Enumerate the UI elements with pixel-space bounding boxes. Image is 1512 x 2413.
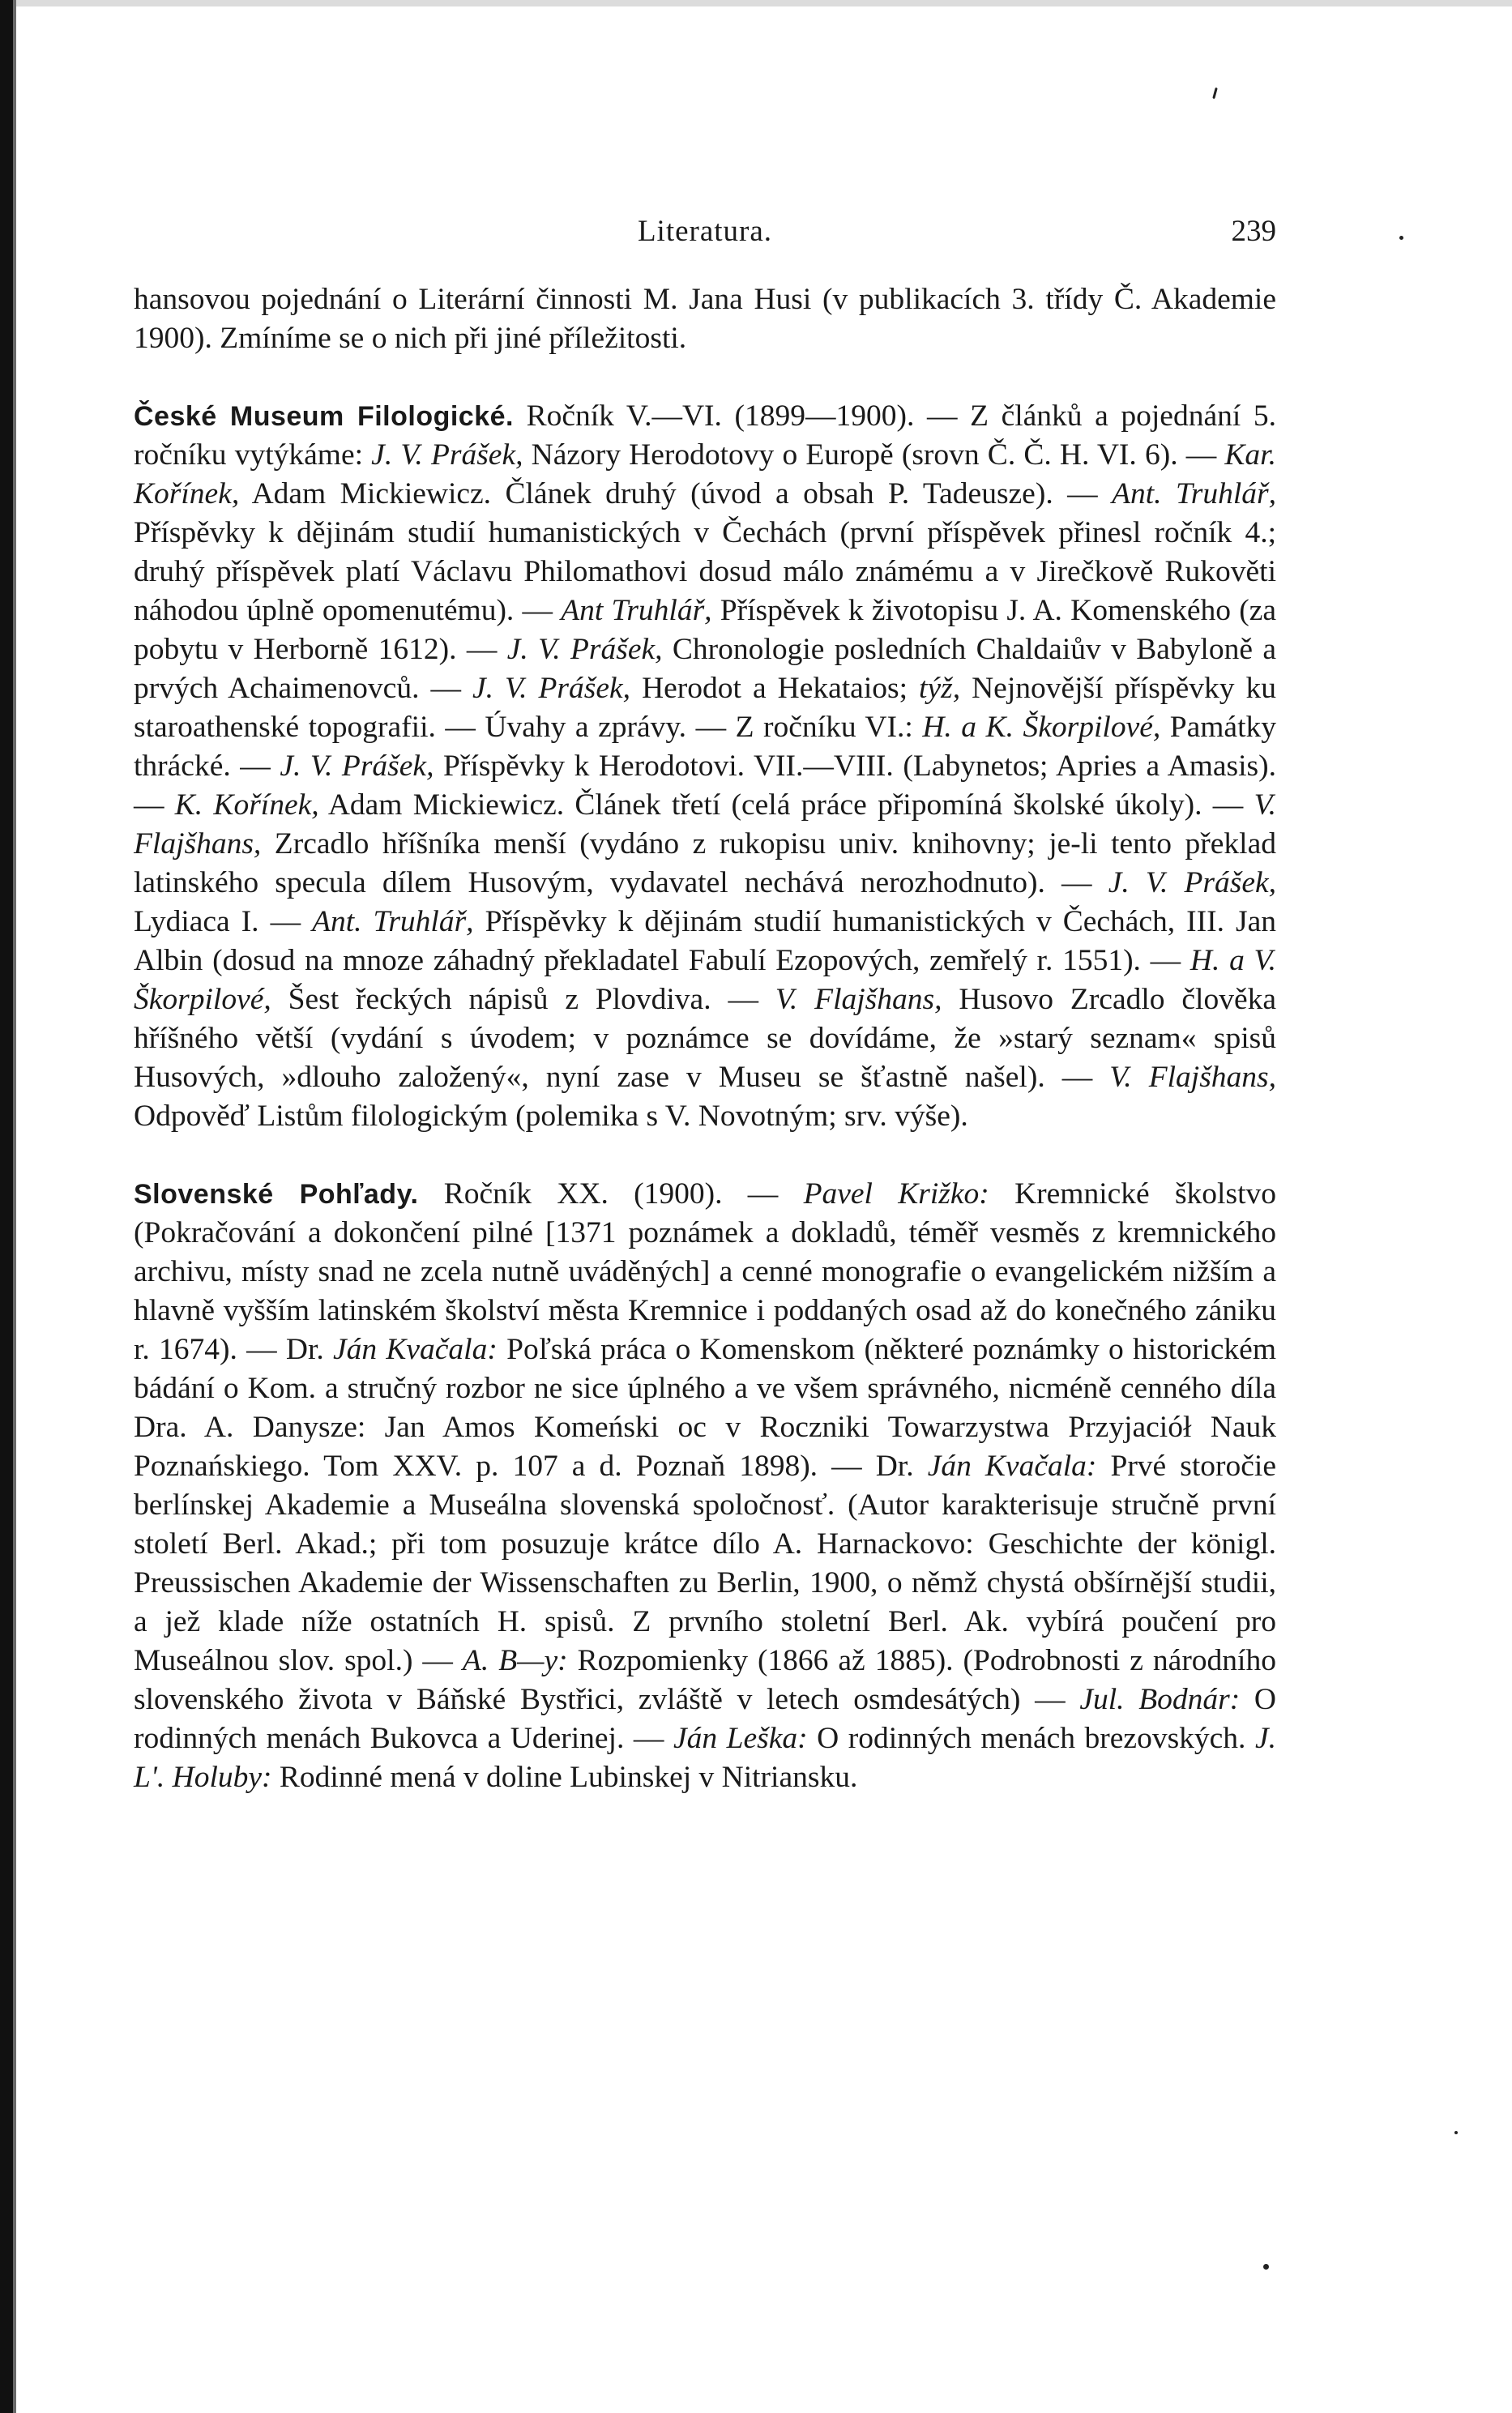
- author-name: Ján Leška:: [673, 1722, 808, 1755]
- author-name: H. a K. Škorpilové,: [922, 711, 1161, 744]
- text-run: Zrcadlo hříšníka menší (vydáno z rukopisu univ. knihovny; je-li tento překlad latinského specula dílem Husovým, vydavatel nechává nerozhodnuto). —: [134, 827, 1276, 899]
- author-name: J. V. Prášek,: [1108, 866, 1276, 899]
- scan-speck: [1399, 236, 1403, 240]
- author-name: J. L'. Holuby:: [134, 1722, 1277, 1794]
- author-name: Ján Kvačala:: [333, 1333, 498, 1366]
- journal-title: České Museum Filologické.: [134, 401, 514, 432]
- text-run: Nejnovější příspěvky ku staroathenské topografii. — Úvahy a zprávy. — Z ročníku VI.:: [134, 672, 1277, 744]
- text-run: Lydiaca I. —: [134, 905, 313, 938]
- text-run: Příspěvky k dějinám studií humanistických v Čechách (první příspěvek přinesl ročník 4.; druhý příspěvek platí Václavu Philomathovi dosud málo známému a v Jirečkově Rukověti náhodou úplně opomenutému). —: [134, 516, 1276, 627]
- text-run: Odpověď Listům filologickým (polemika s V. Novotným; srv. výše).: [134, 1100, 968, 1133]
- running-head: [134, 212, 1276, 261]
- author-name: J. V. Prášek,: [472, 672, 631, 705]
- paragraph-intro: [134, 280, 1276, 358]
- page-number: 239: [1231, 215, 1276, 248]
- paragraph-slovenske-pohlady: [134, 1175, 1276, 1797]
- text-run: Poľská práca o Komenskom (některé poznámky o historickém bádání o Kom. a stručný rozbor ne sice úplného a ve všem správného, nicméně cenného díla Dra. A. Danysze: Jan Amos Komeński oc v Roczniki Towarzystwa Przyjaciół Nauk Poznańskiego. Tom XXV. p. 107 a d. Poznaň 1898). — Dr.: [134, 1333, 1276, 1483]
- book-page: [134, 212, 1276, 1797]
- text-run: Adam Mickiewicz. Článek druhý (úvod a obsah P. Tadeusze). —: [239, 477, 1113, 510]
- text-run: Herodot a Hekataios;: [630, 672, 920, 705]
- text-run: Příspěvky k dějinám studií humanistických v Čechách, III. Jan Albin (dosud na mnoze záhadný překladatel Fabulí Ezopových, zemřelý r. 1551). —: [134, 905, 1277, 977]
- text-run: hansovou pojednání o Literární činnosti M. Jana Husi (v publikacích 3. třídy Č. Akademie 1900). Zmíníme se o nich při jiné příležitosti.: [134, 283, 1276, 355]
- journal-title: Slovenské Pohľady.: [134, 1179, 419, 1210]
- author-name: V. Flajšhans,: [134, 788, 1277, 861]
- author-name: J. V. Prášek,: [506, 633, 663, 666]
- running-title: Literatura.: [637, 215, 773, 248]
- text-run: Husovo Zrcadlo člověka hříšného větší (vydání s úvodem; v poznámce se dovídáme, že »starý seznam« spisů Husových, »dlouho založený«, nyní zase v Museu se šťastně našel). —: [134, 983, 1276, 1094]
- author-name: V. Flajšhans,: [775, 983, 942, 1016]
- author-name: V. Flajšhans,: [1109, 1061, 1277, 1094]
- text-run: Příspěvky k Herodotovi. VII.—VIII. (Labynetos; Apries a Amasis). —: [134, 750, 1277, 822]
- text-run: Rodinné mená v doline Lubinskej v Nitriansku.: [271, 1761, 858, 1794]
- author-name: K. Kořínek,: [174, 788, 319, 822]
- author-name: Ant. Truhlář,: [1112, 477, 1276, 510]
- text-run: Rozpomienky (1866 až 1885). (Podrobnosti z národního slovenského života v Báňské Bystřici, zvláště v letech osmdesátých) —: [134, 1644, 1276, 1716]
- scan-speck: [1212, 88, 1218, 99]
- author-name: H. a V. Škorpilové,: [134, 944, 1276, 1016]
- text-run: Názory Herodotovy o Europě (srovn Č. Č. H. VI. 6). —: [523, 438, 1225, 472]
- scan-left-border: [0, 0, 13, 2413]
- text-run: Ročník V.—VI. (1899—1900). — Z článků a pojednání 5. ročníku vytýkáme:: [134, 399, 1276, 472]
- text-run: Prvé storočie berlínskej Akademie a Museálna slovenská spoločnosť. (Autor karakterisuje stručně první století Berl. Akad.; při tom posuzuje krátce dílo A. Harnackovo: Geschichte der königl. Preussischen Akademie der Wissenschaften zu Berlin, 1900, o němž chystá obšírnější studii, a jež klade níže ostatních H. spisů. Z prvního stoletní Berl. Ak. vybírá poučení pro Museálnou slov. spol.) —: [134, 1450, 1276, 1677]
- author-name: Ján Kvačala:: [927, 1450, 1097, 1483]
- author-name: J. V. Prášek,: [371, 438, 523, 472]
- paragraph-ceske-museum: [134, 397, 1276, 1136]
- author-name: J. V. Prášek,: [280, 750, 434, 783]
- author-name: Jul. Bodnár:: [1079, 1683, 1241, 1716]
- scan-speck: [1454, 2131, 1458, 2134]
- text-run: Památky thrácké. —: [134, 711, 1276, 783]
- text-run: Kremnické školstvo (Pokračování a dokončení pilné [1371 poznámek a dokladů, téměř vesměs z kremnického archivu, místy snad ne zcela nutně uváděných] a cenné monografie o evangelickém nižším a hlavně vyšším latinském školství města Kremnice i poddaných osad až do konečného zániku r. 1674). — Dr.: [134, 1177, 1276, 1366]
- text-run: O rodinných menách Bukovca a Uderinej. —: [134, 1683, 1276, 1755]
- text-run: Příspěvek k životopisu J. A. Komenského (za pobytu v Herborně 1612). —: [134, 594, 1276, 666]
- author-name: Ant. Truhlář,: [312, 905, 474, 938]
- text-run: Adam Mickiewicz. Článek třetí (celá práce připomíná školské úkoly). —: [318, 788, 1254, 822]
- text-run: Ročník XX. (1900). —: [418, 1177, 804, 1211]
- author-name: Kar. Kořínek,: [134, 438, 1276, 510]
- scan-top-border: [0, 0, 1512, 6]
- author-name: Ant Truhlář,: [561, 594, 712, 627]
- author-name: Pavel Križko:: [803, 1177, 989, 1211]
- author-name: A. B—y:: [462, 1644, 568, 1677]
- text-run: Chronologie posledních Chaldaiův v Babyloně a prvých Achaimenovců. —: [134, 633, 1276, 705]
- text-run: Šest řeckých nápisů z Plovdiva. —: [271, 983, 775, 1016]
- text-run: O rodinných menách brezovských.: [807, 1722, 1255, 1755]
- scan-speck: [1263, 2264, 1269, 2270]
- author-name: týž,: [919, 672, 961, 705]
- scan-left-shadow: [13, 0, 16, 2413]
